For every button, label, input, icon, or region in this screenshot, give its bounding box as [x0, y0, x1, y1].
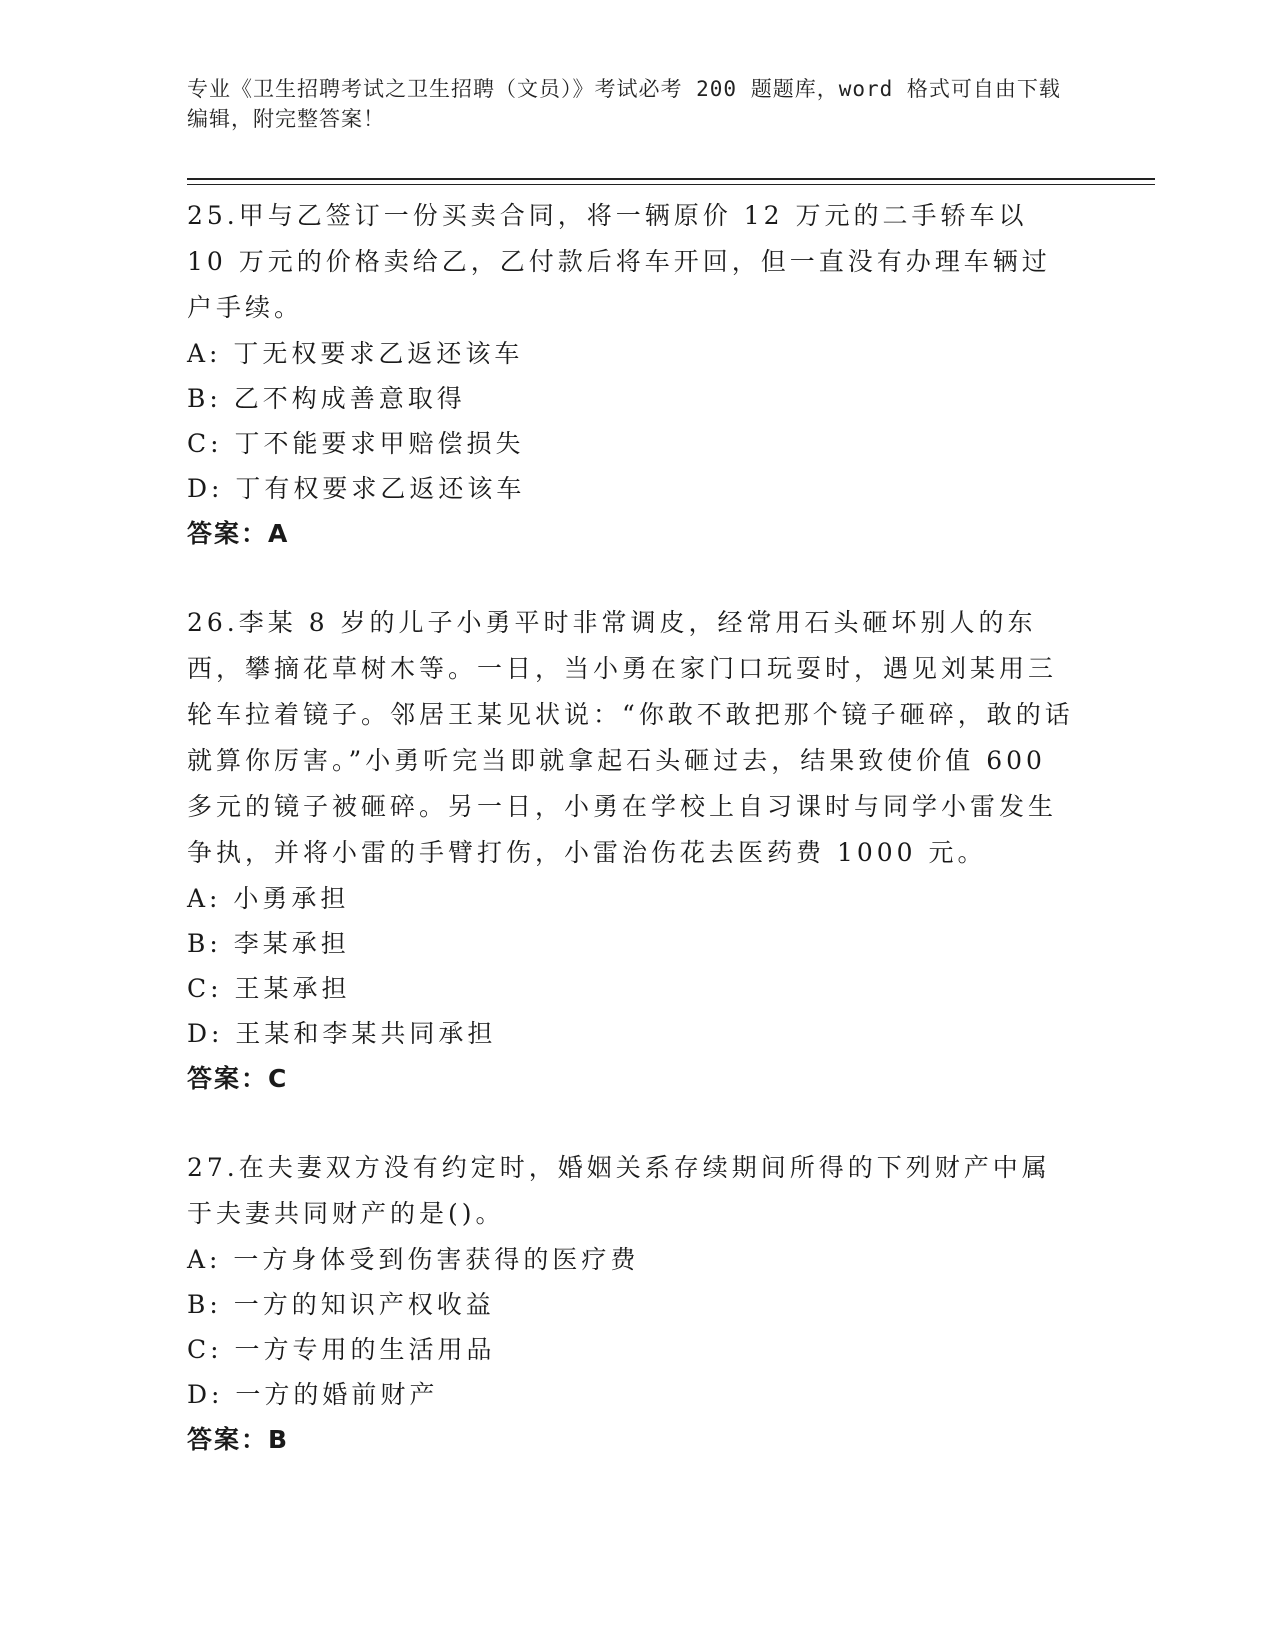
document-header: 专业《卫生招聘考试之卫生招聘（文员）》考试必考 200 题题库，word 格式可自由下载编辑，附完整答案！ [187, 77, 1061, 131]
option-a: A: 小勇承担 [187, 884, 350, 913]
answer-line: 答案：C [187, 1064, 289, 1093]
question-27 [187, 1145, 1077, 1462]
option-d: D: 一方的婚前财产 [187, 1380, 439, 1409]
option-b: B: 乙不构成善意取得 [187, 384, 466, 413]
header-divider-thin [187, 184, 1155, 185]
question-stem: 26.李某 8 岁的儿子小勇平时非常调皮，经常用石头砸坏别人的东西，攀摘花草树木等。一日，当小勇在家门口玩耍时，遇见刘某用三轮车拉着镜子。邻居王某见状说：“你敢不敢把那个镜子砸碎，敢的话就算你厉害。”小勇听完当即就拿起石头砸过去，结果致使价值 600 多元的镜子被砸碎。另一日，小勇在学校上自习课时与同学小雷发生争执，并将小雷的手臂打伤，小雷治伤花去医药费 1000 元。 [187, 608, 1074, 867]
question-stem: 27.在夫妻双方没有约定时，婚姻关系存续期间所得的下列财产中属于夫妻共同财产的是()。 [187, 1153, 1051, 1228]
option-b: B: 李某承担 [187, 929, 350, 958]
option-d: D: 丁有权要求乙返还该车 [187, 474, 526, 503]
option-b: B: 一方的知识产权收益 [187, 1290, 495, 1319]
question-25 [187, 193, 1077, 556]
question-26 [187, 600, 1077, 1101]
question-list [187, 193, 1077, 1462]
option-d: D: 王某和李某共同承担 [187, 1019, 497, 1048]
option-a: A: 一方身体受到伤害获得的医疗费 [187, 1245, 640, 1274]
option-a: A: 丁无权要求乙返还该车 [187, 339, 524, 368]
answer-line: 答案：A [187, 519, 290, 548]
option-c: C: 丁不能要求甲赔偿损失 [187, 429, 525, 458]
question-spacer [187, 556, 1077, 600]
option-c: C: 一方专用的生活用品 [187, 1335, 496, 1364]
header-divider-thick [187, 178, 1155, 180]
question-spacer [187, 1101, 1077, 1145]
option-c: C: 王某承担 [187, 974, 351, 1003]
question-stem: 25.甲与乙签订一份买卖合同，将一辆原价 12 万元的二手轿车以 10 万元的价格卖给乙，乙付款后将车开回，但一直没有办理车辆过户手续。 [187, 201, 1051, 322]
answer-line: 答案：B [187, 1425, 290, 1454]
